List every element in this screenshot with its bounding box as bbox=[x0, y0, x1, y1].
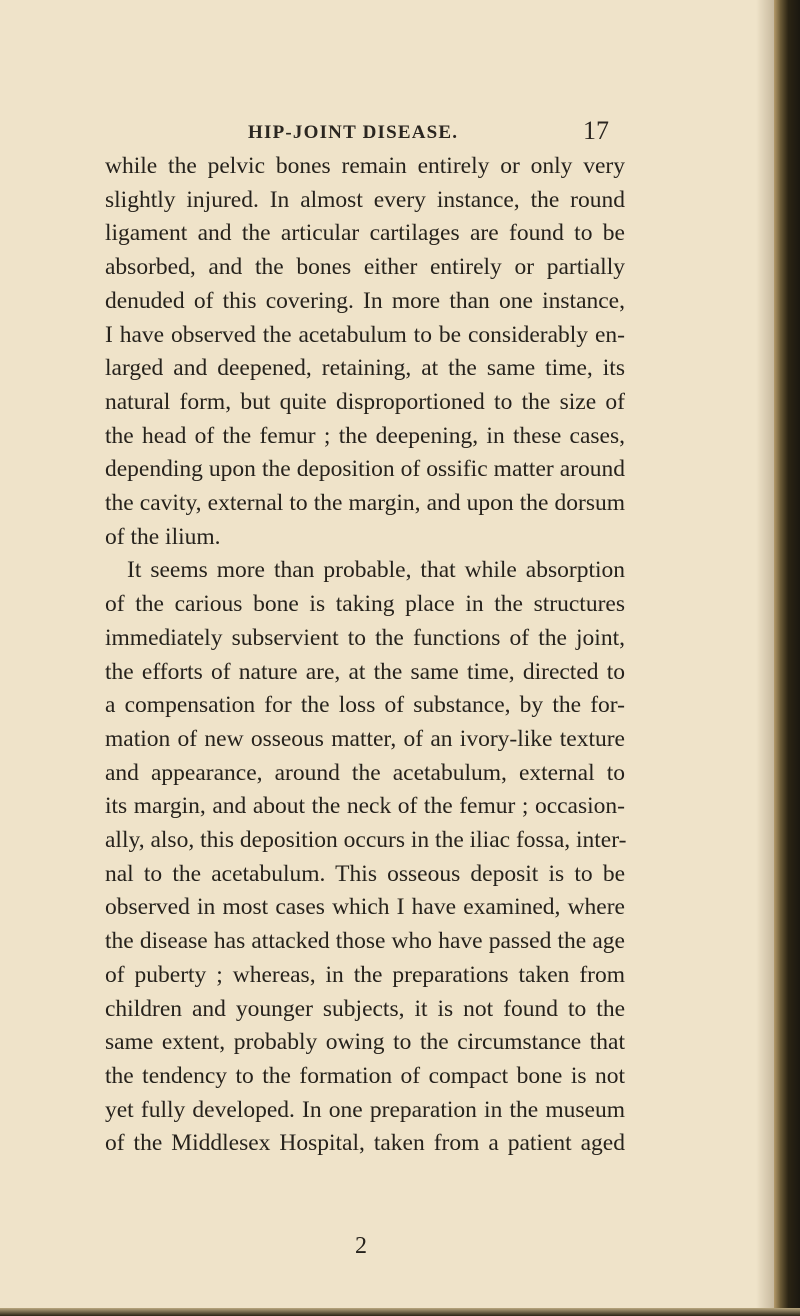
text-line: nal to the acetabulum. This osseous deposit is to be bbox=[105, 860, 625, 887]
page-bottom-edge bbox=[0, 1308, 800, 1316]
text-line: larged and deepened, retaining, at the same time, its bbox=[105, 355, 625, 382]
text-line: I have observed the acetabulum to be considerably en- bbox=[105, 321, 625, 348]
text-line: the tendency to the formation of compact bone is not bbox=[105, 1062, 625, 1089]
text-line: the cavity, external to the margin, and upon the dorsum bbox=[105, 490, 625, 517]
text-line: denuded of this covering. In more than one instance, bbox=[105, 287, 625, 314]
text-line: observed in most cases which I have examined, where bbox=[105, 894, 625, 921]
text-line: a compensation for the loss of substance, by the for- bbox=[105, 692, 625, 719]
text-line: slightly injured. In almost every instance, the round bbox=[105, 186, 625, 213]
text-line: It seems more than probable, that while absorption bbox=[127, 557, 625, 584]
text-line: ally, also, this deposition occurs in the iliac fossa, inter- bbox=[105, 827, 627, 854]
page-header bbox=[248, 116, 628, 146]
text-line: same extent, probably owing to the circumstance that bbox=[105, 1029, 625, 1056]
text-line: yet fully developed. In one preparation in the museum bbox=[105, 1096, 625, 1123]
text-line: the head of the femur ; the deepening, in these cases, bbox=[105, 422, 625, 449]
text-line: of the carious bone is taking place in the structures bbox=[105, 591, 625, 618]
text-line: the efforts of nature are, at the same time, directed to bbox=[105, 658, 625, 685]
text-line: absorbed, and the bones either entirely or partially bbox=[105, 254, 625, 281]
running-head: HIP-JOINT DISEASE. bbox=[248, 122, 459, 143]
text-line: the disease has attacked those who have passed the age bbox=[105, 928, 625, 955]
text-line: of puberty ; whereas, in the preparations taken from bbox=[105, 961, 625, 988]
text-line: children and younger subjects, it is not found to the bbox=[105, 995, 625, 1022]
text-line: immediately subservient to the functions of the joint, bbox=[105, 624, 625, 651]
page-number: 17 bbox=[583, 116, 609, 145]
text-line: natural form, but quite disproportioned to the size of bbox=[105, 388, 625, 415]
gutter-shadow bbox=[756, 0, 774, 1316]
text-line: depending upon the deposition of ossific matter around bbox=[105, 456, 625, 483]
text-line: mation of new osseous matter, of an ivory-like texture bbox=[105, 725, 625, 752]
text-line: of the ilium. bbox=[105, 523, 221, 550]
body-text bbox=[105, 150, 625, 1161]
text-line: while the pelvic bones remain entirely or only very bbox=[105, 153, 625, 179]
text-line: its margin, and about the neck of the femur ; occasion- bbox=[105, 793, 625, 820]
text-line: of the Middlesex Hospital, taken from a patient aged bbox=[105, 1130, 625, 1157]
book-spine-edge bbox=[774, 0, 800, 1316]
text-line: ligament and the articular cartilages are found to be bbox=[105, 220, 625, 247]
text-line: and appearance, around the acetabulum, external to bbox=[105, 759, 625, 786]
signature-mark: 2 bbox=[355, 1233, 367, 1259]
